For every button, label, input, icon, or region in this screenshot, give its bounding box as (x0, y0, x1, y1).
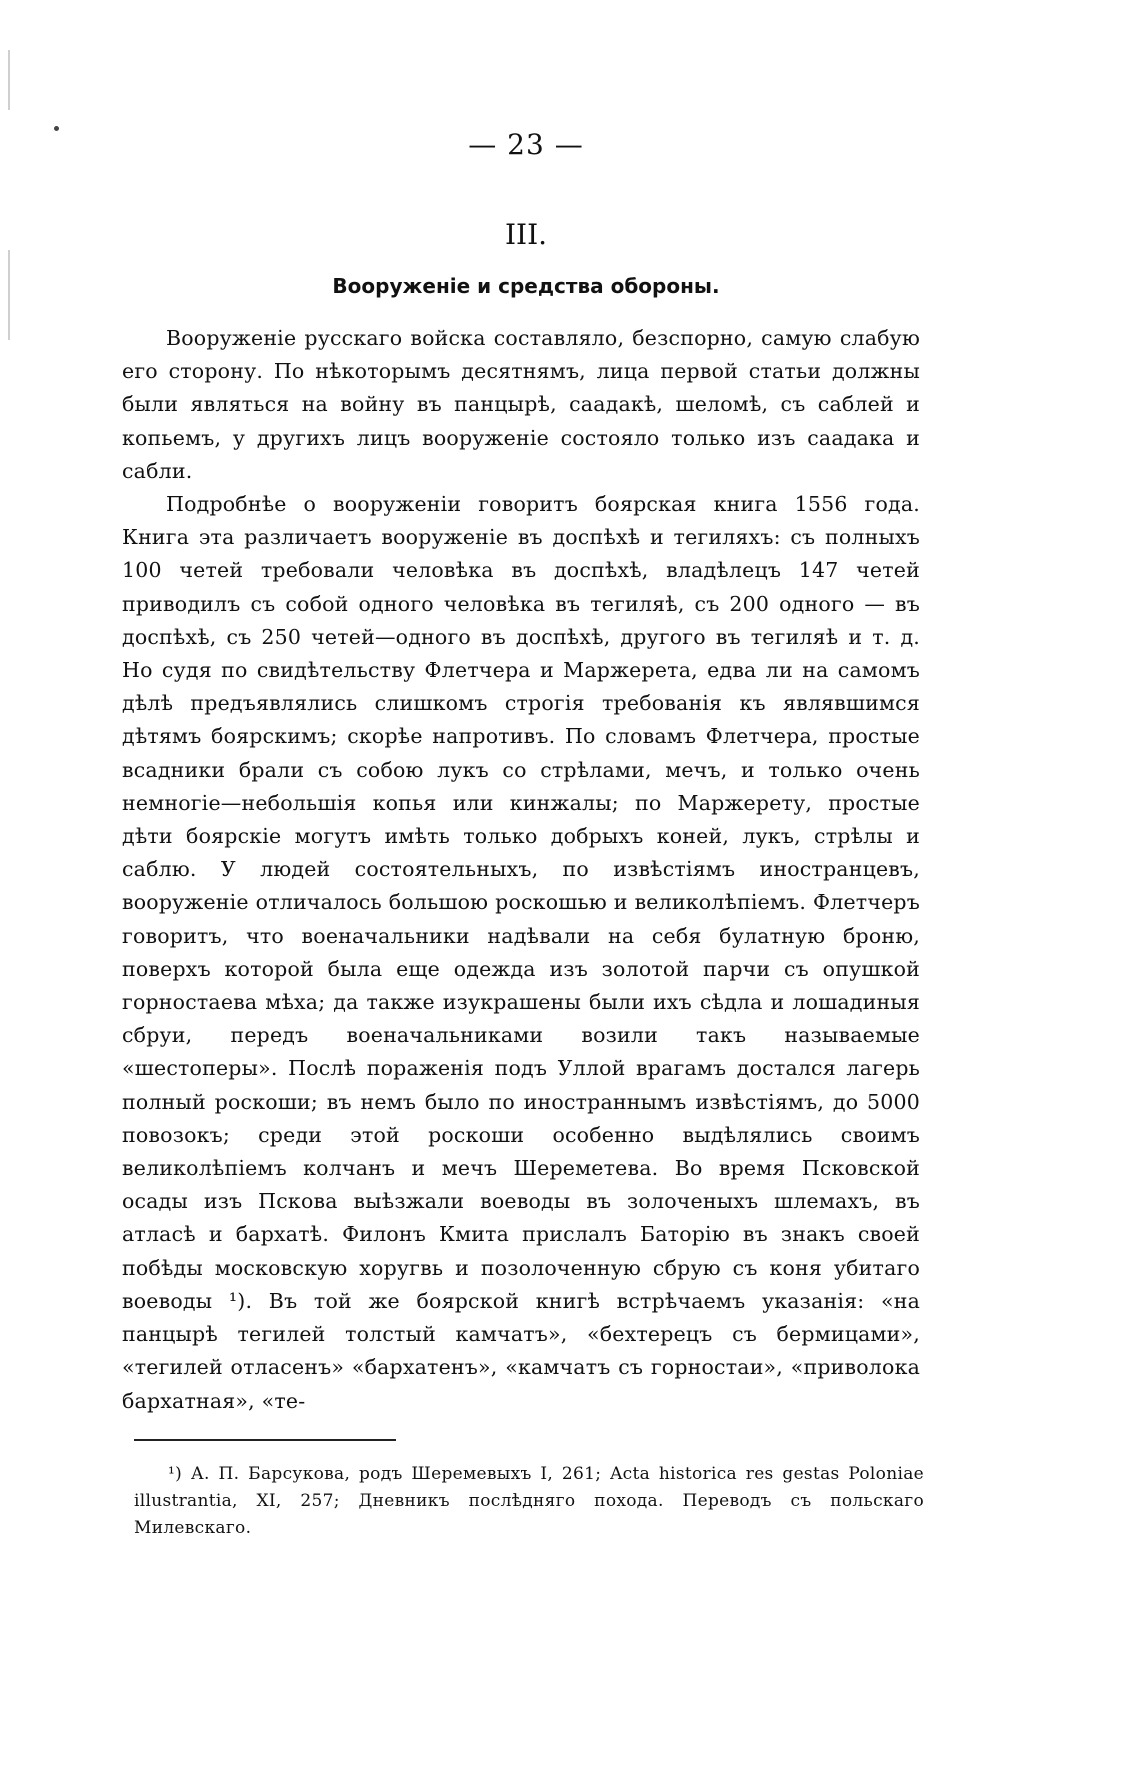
chapter-title: Вооруженіе и средства обороны. (332, 274, 720, 298)
chapter-number: III. (504, 218, 548, 251)
footnote: ¹) А. П. Барсукова, родъ Шеремевыхъ I, 261; Acta historica res gestas Poloniae illustrantia, XI, 257; Дневникъ послѣдняго похода. Переводъ съ польскаго Милевскаго. (134, 1464, 924, 1538)
paragraph-2: Подробнѣе о вооруженіи говоритъ боярская книга 1556 года. Книга эта различаетъ вооруженіе въ доспѣхѣ и тегиляхъ: съ полныхъ 100 четей требовали человѣка въ доспѣхѣ, владѣлецъ 147 четей приводилъ съ собой одного человѣка въ тегиляѣ, съ 200 одного — въ доспѣхѣ, съ 250 четей—одного въ доспѣхѣ, другого въ тегиляѣ и т. д. Но судя по свидѣтельству Флетчера и Маржерета, едва ли на самомъ дѣлѣ предъявлялись слишкомъ строгія требованія къ являвшимся дѣтямъ боярскимъ; скорѣе напротивъ. По словамъ Флетчера, простые всадники брали съ собою лукъ со стрѣлами, мечъ, и только очень немногіе—небольшія копья или кинжалы; по Маржерету, простые дѣти боярскіе могутъ имѣть только добрыхъ коней, лукъ, стрѣлы и саблю. У людей состоятельныхъ, по извѣстіямъ иностранцевъ, вооруженіе отличалось большою роскошью и великолѣпіемъ. Флетчеръ говоритъ, что военачальники надѣвали на себя булатную броню, поверхъ которой была еще одежда изъ золотой парчи съ опушкой горностаева мѣха; да также изукрашены были ихъ сѣдла и лошадиныя сбруи, передъ военачальниками возили такъ называемые «шестоперы». Послѣ пораженія подъ Уллой врагамъ достался лагерь полный роскоши; въ немъ было по иностраннымъ извѣстіямъ, до 5000 повозокъ; среди этой роскоши особенно выдѣлялись своимъ великолѣпіемъ колчанъ и мечъ Шереметева. Во время Псковской осады изъ Пскова выѣзжали воеводы въ золоченыхъ шлемахъ, въ атласѣ и бархатѣ. Филонъ Кмита прислалъ Баторію въ знакъ своей побѣды московскую хоругвь и позолоченную сбрую съ коня убитаго воеводы ¹). Въ той же боярской книгѣ встрѣчаемъ указанія: «на панцырѣ тегилей толстый камчатъ», «бехтерецъ съ бермицами», «тегилей отласенъ» «бархатенъ», «камчатъ съ горностаи», «приволока бархатная», «те- (122, 492, 920, 1413)
scan-edge-mark-top (8, 50, 10, 110)
footnote-divider (134, 1439, 396, 1441)
body-text (122, 322, 920, 1418)
page-number: — 23 — (468, 128, 584, 161)
paragraph-1: Вооруженіе русскаго войска составляло, безспорно, самую слабую его сторону. По нѣкоторымъ десятнямъ, лица первой статьи должны были являться на войну въ панцырѣ, саадакѣ, шеломѣ, съ саблей и копьемъ, у другихъ лицъ вооруженіе состояло только изъ саадака и сабли. (122, 326, 920, 483)
